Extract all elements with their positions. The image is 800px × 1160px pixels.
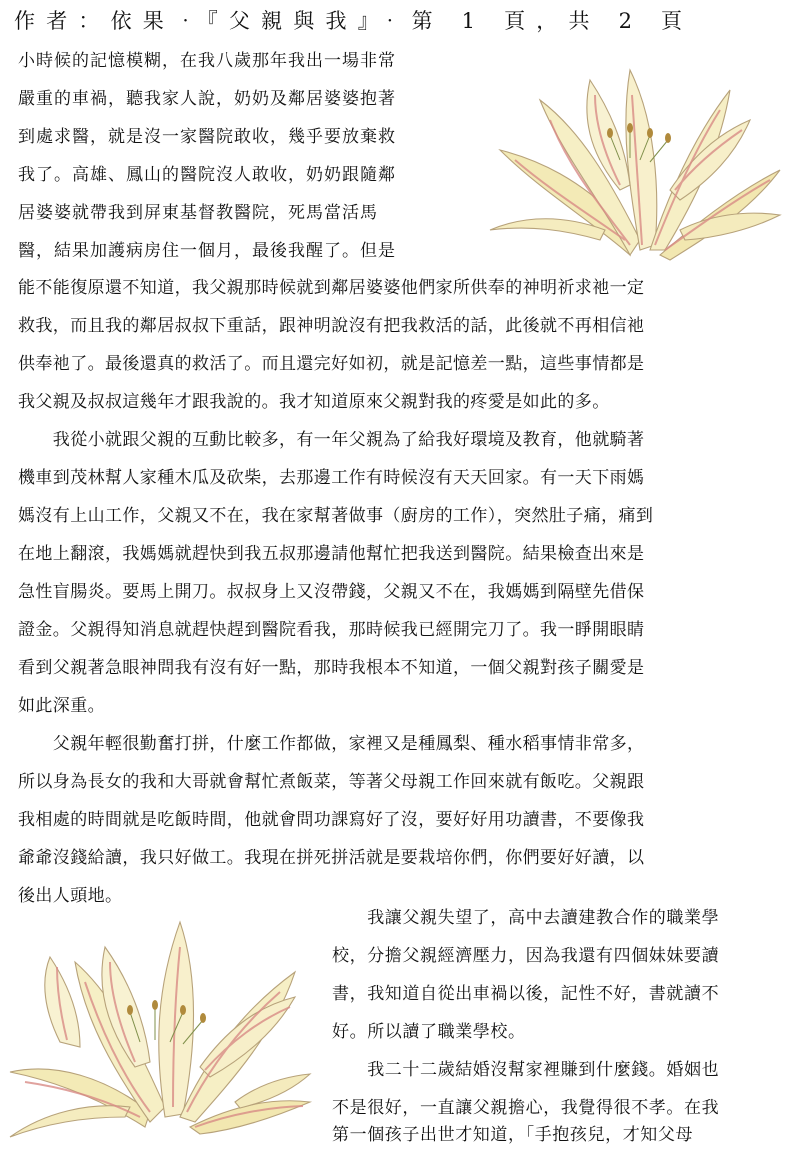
text-line: 爺爺沒錢給讀，我只好做工。我現在拼死拼活就是要栽培你們，你們要好好讀，以 — [18, 848, 645, 868]
text-line: 到處求醫，就是沒一家醫院敢收，幾乎要放棄救 — [18, 127, 396, 147]
text-line: 校，分擔父親經濟壓力，因為我還有四個妹妹要讀 — [332, 946, 720, 966]
text-line: 居婆婆就帶我到屏東基督教醫院，死馬當活馬 — [18, 203, 378, 223]
text-line: 能不能復原還不知道，我父親那時候就到鄰居婆婆他們家所供奉的神明祈求祂一定 — [18, 278, 645, 298]
text-line: 證金。父親得知消息就趕快趕到醫院看我，那時候我已經開完刀了。我一睜開眼睛 — [18, 620, 645, 640]
text-line: 父親年輕很勤奮打拼，什麼工作都做，家裡又是種鳳梨、種水稻事情非常多， — [18, 734, 645, 754]
text-line: 在地上翻滾，我媽媽就趕快到我五叔那邊請他幫忙把我送到醫院。結果檢查出來是 — [18, 544, 645, 564]
text-line: 嚴重的車禍，聽我家人說，奶奶及鄰居婆婆抱著 — [18, 89, 396, 109]
text-line: 我從小就跟父親的互動比較多，有一年父親為了給我好環境及教育，他就騎著 — [18, 430, 645, 450]
text-line: 小時候的記憶模糊，在我八歲那年我出一場非常 — [18, 51, 396, 71]
text-line: 救我，而且我的鄰居叔叔下重話，跟神明說沒有把我救活的話，此後就不再相信祂 — [18, 316, 645, 336]
text-line: 機車到茂林幫人家種木瓜及砍柴，去那邊工作有時候沒有天天回家。有一天下雨媽 — [18, 468, 645, 488]
text-line: 書，我知道自從出車禍以後，記性不好，書就讀不 — [332, 984, 720, 1004]
text-line: 第一個孩子出世才知道，「手抱孩兒，才知父母 — [332, 1125, 694, 1145]
text-line: 我二十二歲結婚沒幫家裡賺到什麼錢。婚姻也 — [332, 1060, 720, 1080]
text-line: 好。所以讀了職業學校。 — [332, 1022, 526, 1042]
text-line: 供奉祂了。最後還真的救活了。而且還完好如初，就是記憶差一點，這些事情都是 — [18, 354, 645, 374]
text-line: 不是很好，一直讓父親擔心，我覺得很不孝。在我 — [332, 1098, 720, 1118]
text-line: 我父親及叔叔這幾年才跟我說的。我才知道原來父親對我的疼愛是如此的多。 — [18, 392, 610, 412]
text-line: 看到父親著急眼神問我有沒有好一點，那時我根本不知道，一個父親對孩子關愛是 — [18, 658, 645, 678]
text-line: 後出人頭地。 — [18, 886, 123, 906]
text-line: 所以身為長女的我和大哥就會幫忙煮飯菜，等著父母親工作回來就有飯吃。父親跟 — [18, 772, 645, 792]
text-line: 媽沒有上山工作，父親又不在，我在家幫著做事（廚房的工作），突然肚子痛，痛到 — [18, 506, 654, 526]
lily-flower-illustration — [480, 40, 785, 265]
text-line: 我讓父親失望了，高中去讀建教合作的職業學 — [332, 908, 720, 928]
text-line: 急性盲腸炎。要馬上開刀。叔叔身上又沒帶錢，父親又不在，我媽媽到隔壁先借保 — [18, 582, 645, 602]
lily-flower-illustration — [5, 902, 317, 1142]
text-line: 如此深重。 — [18, 696, 105, 716]
page-header: 作者：依果‧『父親與我』‧第 1 頁，共 2 頁 — [14, 9, 694, 33]
text-line: 醫，結果加護病房住一個月，最後我醒了。但是 — [18, 241, 396, 261]
text-line: 我了。高雄、鳳山的醫院沒人敢收，奶奶跟隨鄰 — [18, 165, 396, 185]
text-line: 我相處的時間就是吃飯時間，他就會問功課寫好了沒，要好好用功讀書，不要像我 — [18, 810, 645, 830]
